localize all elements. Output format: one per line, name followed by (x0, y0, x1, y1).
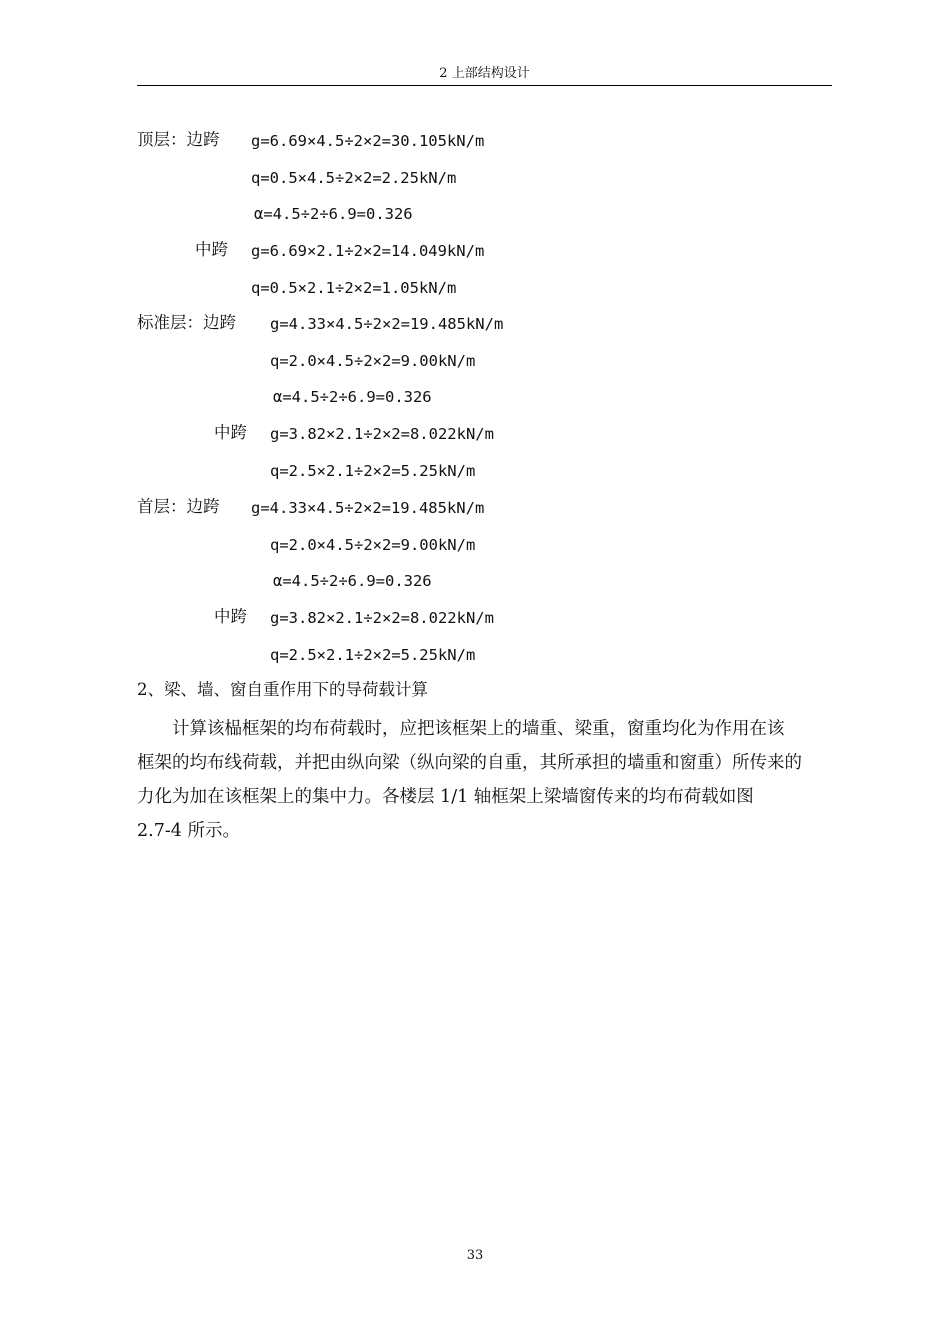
formula-standard-g-mid: g=3.82×2.1÷2×2=8.022kN/m (270, 425, 494, 443)
page-number: 33 (466, 1248, 484, 1263)
formula-top-g-edge: g=6.69×4.5÷2×2=30.105kN/m (251, 132, 485, 150)
formula-standard-q-mid: q=2.5×2.1÷2×2=5.25kN/m (270, 462, 476, 480)
formula-first-g-mid: g=3.82×2.1÷2×2=8.022kN/m (270, 609, 494, 627)
label-standard-floor-edge-span: 标准层：边跨 (137, 313, 236, 332)
formula-top-q-mid: q=0.5×2.1÷2×2=1.05kN/m (251, 279, 457, 297)
formula-top-q-edge: q=0.5×4.5÷2×2=2.25kN/m (251, 169, 457, 187)
formula-first-alpha: α=4.5÷2÷6.9=0.326 (273, 572, 432, 590)
label-first-floor-edge-span: 首层：边跨 (137, 497, 220, 516)
formula-standard-alpha: α=4.5÷2÷6.9=0.326 (273, 388, 432, 406)
body-paragraph (137, 712, 832, 848)
section-heading: 2、梁、墙、窗自重作用下的导荷载计算 (137, 680, 428, 699)
paragraph-line: 框架的均布线荷载，并把由纵向梁（纵向梁的自重，其所承担的墙重和窗重）所传来的 (137, 753, 802, 773)
paragraph-line: 力化为加在该框架上的集中力。各楼层 1/1 轴框架上梁墙窗传来的均布荷载如图 (137, 787, 754, 807)
label-first-floor-mid-span: 中跨 (214, 607, 247, 626)
formula-first-g-edge: g=4.33×4.5÷2×2=19.485kN/m (251, 499, 485, 517)
header-rule (137, 85, 832, 86)
formula-top-alpha: α=4.5÷2÷6.9=0.326 (254, 205, 413, 223)
formula-first-q-edge: q=2.0×4.5÷2×2=9.00kN/m (270, 536, 476, 554)
formula-standard-g-edge: g=4.33×4.5÷2×2=19.485kN/m (270, 315, 504, 333)
label-standard-floor-mid-span: 中跨 (214, 423, 247, 442)
label-top-floor-mid-span: 中跨 (195, 240, 228, 259)
paragraph-line: 计算该榀框架的均布荷载时，应把该框架上的墙重、梁重，窗重均化为作用在该 (137, 719, 785, 739)
formula-first-q-mid: q=2.5×2.1÷2×2=5.25kN/m (270, 646, 476, 664)
formula-standard-q-edge: q=2.0×4.5÷2×2=9.00kN/m (270, 352, 476, 370)
page-header: 2 上部结构设计 (439, 66, 530, 81)
formula-top-g-mid: g=6.69×2.1÷2×2=14.049kN/m (251, 242, 485, 260)
paragraph-line: 2.7-4 所示。 (137, 821, 240, 841)
label-top-floor-edge-span: 顶层：边跨 (137, 130, 220, 149)
